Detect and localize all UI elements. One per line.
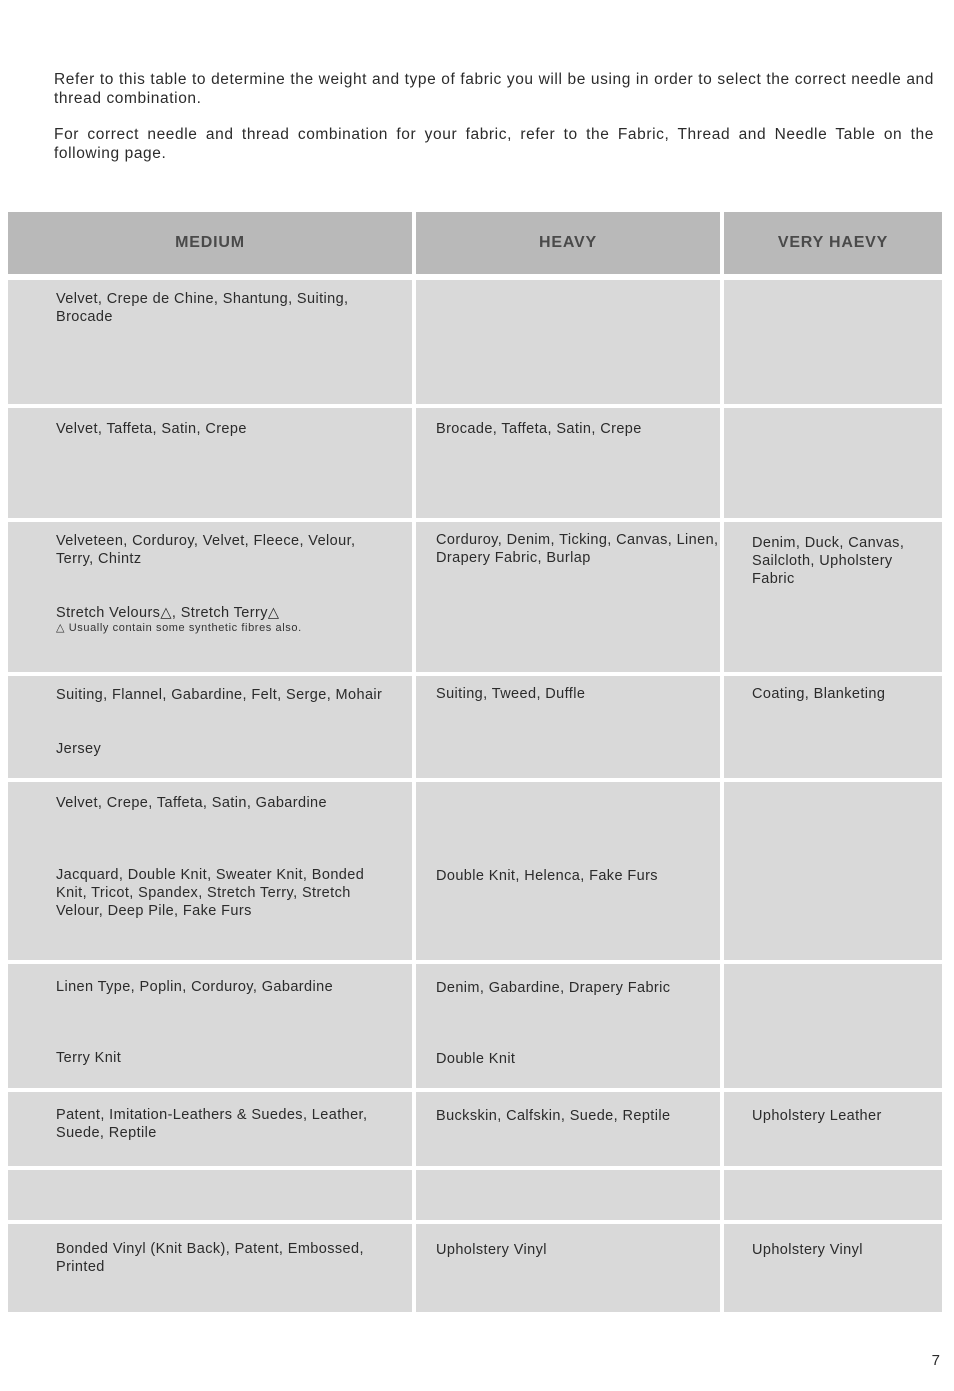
cell-text: Coating, Blanketing xyxy=(752,686,886,702)
table-cell xyxy=(416,964,720,1088)
cell-text: Denim, Gabardine, Drapery Fabric xyxy=(436,980,671,996)
intro-paragraph-1: Refer to this table to determine the weight and type of fabric you will be using in order to select the correct needle and thread combination. xyxy=(54,70,934,107)
table-row xyxy=(8,782,412,960)
page-number: 7 xyxy=(931,1352,940,1369)
table-cell xyxy=(416,782,720,960)
table-cell-empty xyxy=(724,280,942,404)
table-cell-empty xyxy=(416,280,720,404)
table-cell xyxy=(724,1092,942,1166)
header-very-heavy: VERY HAEVY xyxy=(724,212,942,274)
cell-text: Suiting, Flannel, Gabardine, Felt, Serge, Mohair xyxy=(56,687,383,703)
table-row xyxy=(8,408,412,518)
cell-text: Double Knit, Helenca, Fake Furs xyxy=(436,868,658,884)
table-cell-empty xyxy=(724,782,942,960)
table-cell xyxy=(416,522,720,672)
table-cell-empty xyxy=(416,1170,720,1220)
header-heavy: HEAVY xyxy=(416,212,720,274)
table-cell xyxy=(416,408,720,518)
cell-text: Jacquard, Double Knit, Sweater Knit, Bonded Knit, Tricot, Spandex, Stretch Terry, Stretch Velour, Deep Pile, Fake Furs xyxy=(56,867,365,919)
table-row xyxy=(8,280,412,404)
table-cell-empty xyxy=(724,964,942,1088)
table-cell xyxy=(724,676,942,778)
table-cell xyxy=(416,1092,720,1166)
cell-text: Velvet, Crepe, Taffeta, Satin, Gabardine xyxy=(56,795,327,811)
cell-text: Velveteen, Corduroy, Velvet, Fleece, Velour, Terry, Chintz xyxy=(56,533,356,567)
table-row xyxy=(8,964,412,1088)
cell-text: Upholstery Vinyl xyxy=(436,1242,547,1258)
cell-text: Buckskin, Calfskin, Suede, Reptile xyxy=(436,1108,671,1124)
table-row xyxy=(8,522,412,672)
table-row xyxy=(8,1092,412,1166)
table-cell-empty xyxy=(724,1170,942,1220)
cell-text: Linen Type, Poplin, Corduroy, Gabardine xyxy=(56,979,334,995)
table-cell xyxy=(724,522,942,672)
cell-text: Upholstery Vinyl xyxy=(752,1242,863,1258)
table-row xyxy=(8,676,412,778)
cell-text: Bonded Vinyl (Knit Back), Patent, Embossed, Printed xyxy=(56,1241,364,1275)
table-row-empty xyxy=(8,1170,412,1220)
cell-text: Brocade, Taffeta, Satin, Crepe xyxy=(436,421,642,437)
table-cell xyxy=(724,1224,942,1312)
cell-text: Velvet, Crepe de Chine, Shantung, Suiting, Brocade xyxy=(56,291,349,325)
cell-text: Corduroy, Denim, Ticking, Canvas, Linen, Drapery Fabric, Burlap xyxy=(436,532,719,566)
header-medium: MEDIUM xyxy=(8,212,412,274)
table-row xyxy=(8,1224,412,1312)
cell-text: Stretch Velours△, Stretch Terry△ xyxy=(56,605,280,621)
fabric-weight-table xyxy=(8,212,942,1312)
table-cell xyxy=(416,1224,720,1312)
cell-text: Terry Knit xyxy=(56,1050,122,1066)
table-cell xyxy=(416,676,720,778)
cell-text: Jersey xyxy=(56,741,102,757)
cell-text: Velvet, Taffeta, Satin, Crepe xyxy=(56,421,247,437)
cell-text: Denim, Duck, Canvas, Sailcloth, Upholstery Fabric xyxy=(752,535,905,587)
cell-text: Suiting, Tweed, Duffle xyxy=(436,686,586,702)
cell-text: Double Knit xyxy=(436,1051,516,1067)
cell-text: Upholstery Leather xyxy=(752,1108,882,1124)
footnote: △ Usually contain some synthetic fibres also. xyxy=(56,622,302,634)
cell-text: Patent, Imitation-Leathers & Suedes, Leather, Suede, Reptile xyxy=(56,1107,368,1141)
table-cell-empty xyxy=(724,408,942,518)
intro-paragraph-2: For correct needle and thread combination for your fabric, refer to the Fabric, Thread and Needle Table on the following page. xyxy=(54,125,934,162)
